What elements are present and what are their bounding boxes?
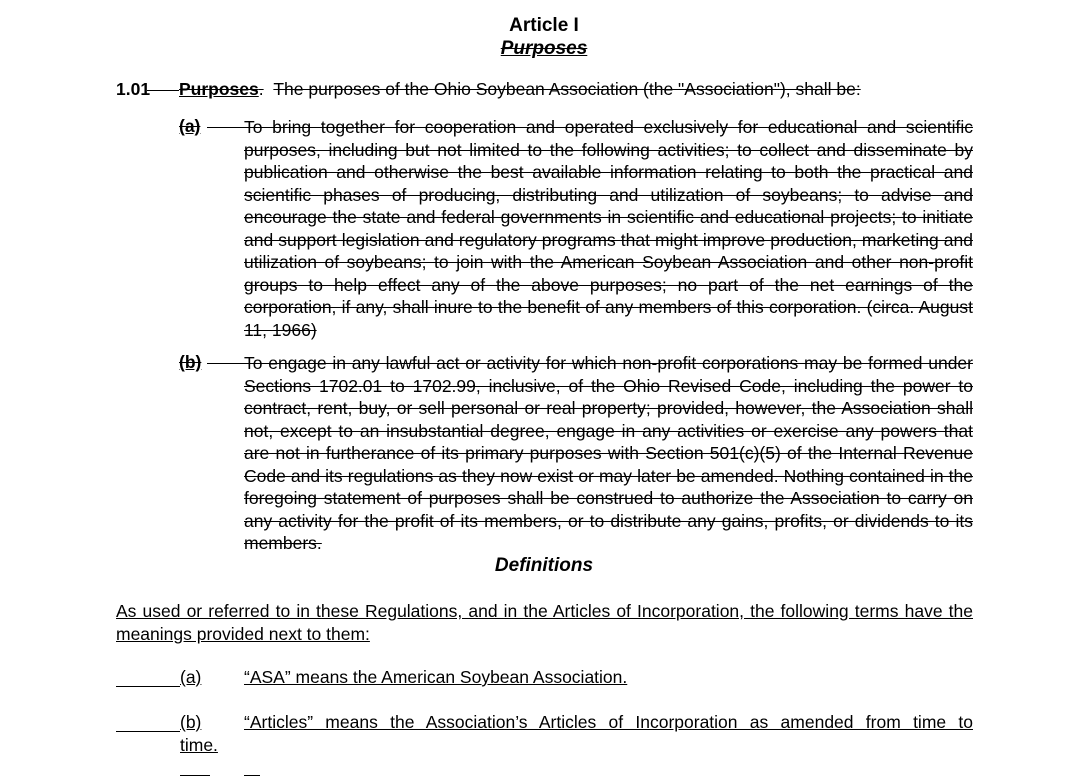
- section-heading-title: Purposes: [179, 79, 259, 99]
- section-number-strike-line: [147, 90, 179, 91]
- article-subtitle: Purposes: [500, 38, 588, 59]
- definition-a-lead-line: [116, 686, 180, 687]
- definition-b-lead-line: [116, 731, 180, 732]
- definition-b-label: (b): [180, 712, 202, 732]
- definitions-title: Definitions: [494, 555, 594, 576]
- next-definition-cutoff-mark: [180, 775, 210, 782]
- purpose-a-label: (a): [179, 116, 201, 136]
- section-heading: [179, 79, 861, 100]
- purpose-a-text: To bring together for cooperation and operated exclusively for educational and scientific purposes, including but not limited to the following activities; to collect and disseminate by publication and otherwise the best available information relating to both the practical and scientific phases of producing, distributing and utilization of soybeans; to advise and encourage the state and federal governments in scientific and educational projects; to initiate and support legislation and regulatory programs that might improve production, marketing and utilization of soybeans; to join with the American Soybean Association and other non-profit groups to help effect any of the above purposes; no part of the net earnings of the corporation, if any, shall inure to the benefit of any members of this corporation. (circa. August 11, 1966): [244, 117, 973, 340]
- purpose-b-label: (b): [179, 352, 202, 372]
- section-heading-punct: .: [258, 79, 264, 99]
- purpose-b-text: To engage in any lawful act or activity for which non-profit corporations may be formed under Sections 1702.01 to 1702.99, inclusive, of the Ohio Revised Code, including the power to contract, rent, buy, or sell personal or real property; provided, however, the Association shall not, except to an insubstantial degree, engage in any activities or exercise any powers that are not in furtherance of its primary purposes with Section 501(c)(5) of the Internal Revenue Code and its regulations as they now exist or may later be amended. Nothing contained in the foregoing statement of purposes shall be construed to authorize the Association to carry on any activity for the profit of its members, or to distribute any gains, profits, or dividends to its members.: [244, 353, 973, 553]
- definition-a-label: (a): [180, 667, 202, 687]
- definition-a-text: “ASA” means the American Soybean Association.: [244, 667, 628, 687]
- definition-b-text-line1: “Articles” means the Association’s Articles of Incorporation as amended from time to: [244, 712, 973, 732]
- next-definition-cutoff-mark-2: [244, 775, 260, 782]
- purpose-b-strike-line: [207, 363, 244, 364]
- section-lead-text: The purposes of the Ohio Soybean Association (the "Association"), shall be:: [273, 79, 861, 99]
- definitions-intro: As used or referred to in these Regulations, and in the Articles of Incorporation, the following terms have the meanings provided next to them:: [116, 601, 973, 644]
- purpose-a-strike-line: [207, 127, 244, 128]
- article-title: Article I: [509, 15, 579, 36]
- definition-b-text-line2: time.: [180, 735, 218, 755]
- section-number: 1.01: [116, 79, 151, 99]
